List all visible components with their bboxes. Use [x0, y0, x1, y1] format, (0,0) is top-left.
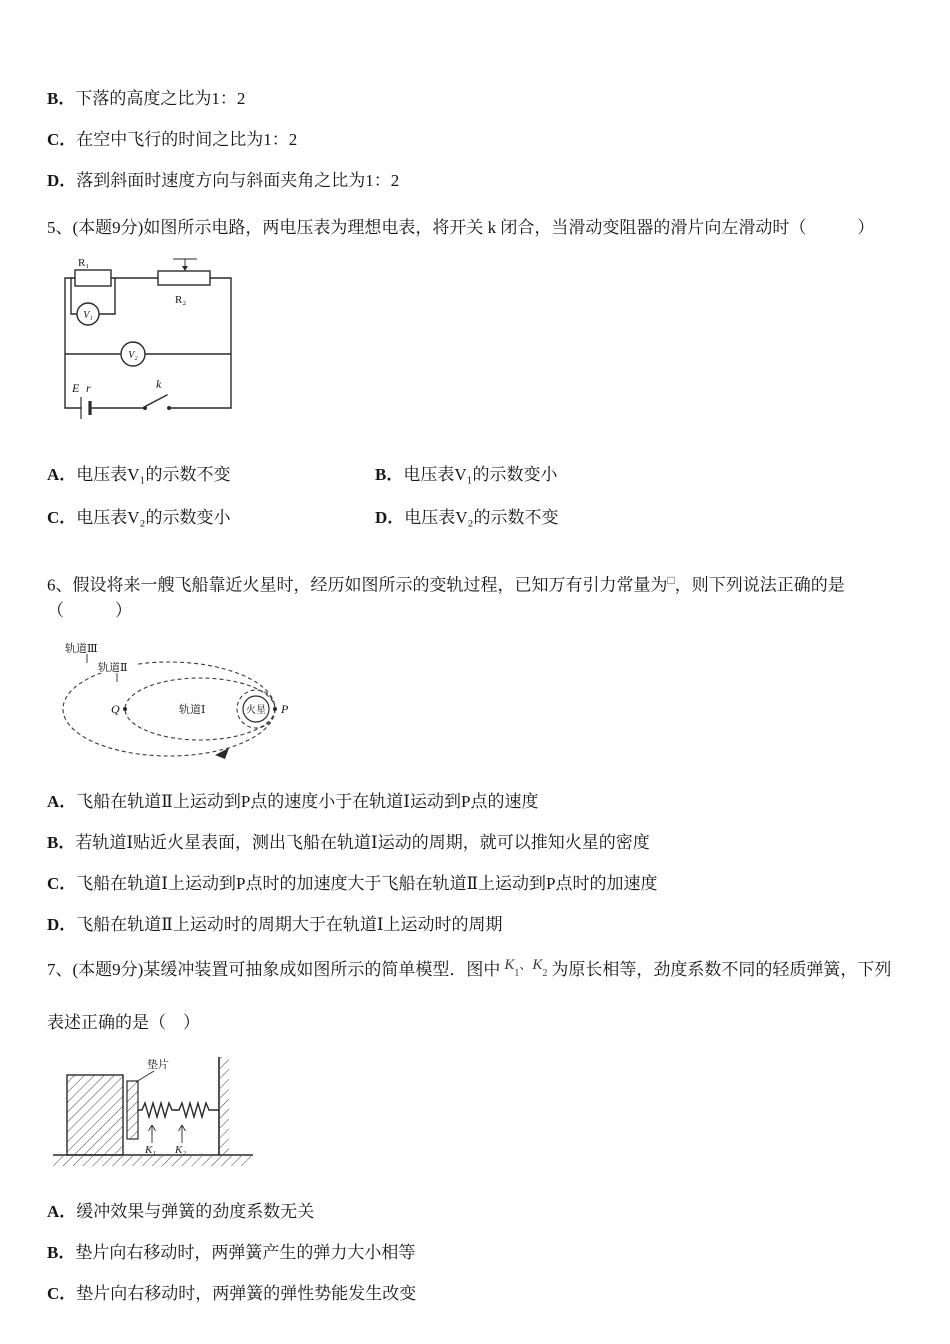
- option-text: 垫片向右移动时，两弹簧的弹性势能发生改变: [76, 1283, 417, 1303]
- rheostat-slider-arrow: [182, 266, 188, 271]
- spring-k2-arrow: [179, 1125, 186, 1143]
- k2-subscript: 2: [542, 967, 548, 979]
- battery-r-label: r: [86, 381, 91, 395]
- spring-k1-label: K₁: [145, 1143, 157, 1156]
- option-label: B．: [47, 89, 76, 108]
- option-text: 若轨道Ⅰ贴近火星表面，测出飞船在轨道Ⅰ运动的周期，就可以推知火星的密度: [75, 832, 650, 852]
- point-q-dot: [123, 707, 127, 711]
- q7-option-a: [47, 1201, 903, 1223]
- option-text: 飞船在轨道Ⅱ上运动时的周期大于在轨道Ⅰ上运动时的周期: [76, 914, 503, 934]
- option-label: B．: [47, 1242, 76, 1262]
- spacer-leader-line: [136, 1071, 154, 1082]
- switch-contact-left: [143, 406, 147, 410]
- q6-stem-text-b: ，则下列说法正确的是（ ）: [47, 575, 845, 620]
- switch-contact-right: [167, 406, 171, 410]
- option-text: 飞船在轨道Ⅰ上运动到P点时的加速度大于飞船在轨道Ⅱ上运动到P点时的加速度: [76, 873, 658, 893]
- q7-spring-diagram: [51, 1049, 269, 1177]
- option-label: C．: [47, 873, 77, 893]
- q7-option-c: [47, 1283, 903, 1305]
- voltmeter-v2-label: V₂: [128, 350, 138, 361]
- option-text: 垫片向右移动时，两弹簧产生的弹力大小相等: [75, 1242, 416, 1262]
- voltmeter-v1-label: V₁: [83, 310, 93, 321]
- option-text: 电压表V₁的示数变小: [403, 465, 558, 484]
- formula-separator: 、: [519, 956, 533, 972]
- orbit-2-label: 轨道Ⅱ: [98, 661, 128, 674]
- q7-stem-line2: 表述正确的是（ ）: [47, 1012, 200, 1032]
- spring-k1-arrow: [149, 1125, 156, 1143]
- q6-option-a: [47, 791, 903, 813]
- spring-constant-k1-formula: [504, 956, 548, 979]
- q6-option-d: [47, 914, 903, 936]
- q5-option-d: [375, 503, 903, 528]
- resistor-r1: [75, 270, 111, 286]
- point-p-dot: [273, 707, 277, 711]
- wall-hatching: [220, 1057, 229, 1155]
- option-label: B．: [375, 465, 404, 484]
- rheostat-slider: [173, 259, 197, 266]
- battery-emf-label: E: [72, 381, 80, 395]
- spring-k1: [138, 1103, 176, 1117]
- q5-stem: 5、(本题9分)如图所示电路，两电压表为理想电表，将开关 k 闭合，当滑动变阻器的滑片向左滑动时（ ）: [47, 218, 875, 237]
- orbit-1-label: 轨道Ⅰ: [179, 703, 206, 716]
- option-text: 落到斜面时速度方向与斜面夹角之比为1：2: [76, 171, 400, 190]
- q5-option-b: [375, 460, 903, 485]
- point-q-label: Q: [111, 701, 120, 716]
- q5-option-c: [47, 503, 375, 528]
- q6-stem-text-a: 6、假设将来一艘飞船靠近火星时，经历如图所示的变轨过程，已知万有引力常量为: [47, 575, 668, 595]
- q5-options: [47, 460, 903, 528]
- resistor-r2-label: R₂: [175, 294, 187, 306]
- option-label: D．: [47, 171, 77, 190]
- option-text: 缓冲效果与弹簧的劲度系数无关: [76, 1201, 315, 1221]
- k1-symbol: K: [504, 956, 515, 973]
- spring-k2-label: K₂: [175, 1143, 187, 1156]
- option-text: 在空中飞行的时间之比为1：2: [76, 130, 298, 149]
- point-p-label: P: [281, 701, 289, 716]
- k2-symbol: K: [532, 956, 543, 973]
- q7-stem-text-a: 7、(本题9分)某缓冲装置可抽象成如图所示的简单模型．图中: [47, 959, 501, 979]
- switch-blade: [146, 395, 167, 406]
- orbit-3-label: 轨道Ⅲ: [65, 642, 98, 655]
- rheostat-r2: [158, 271, 210, 285]
- block: [67, 1075, 123, 1155]
- resistor-r1-label: R₁: [78, 257, 90, 269]
- option-text: 电压表V₂的示数不变: [404, 508, 559, 527]
- missing-glyph-box: □: [667, 573, 675, 587]
- option-label: D．: [375, 508, 405, 527]
- q6-option-c: [47, 873, 903, 895]
- spring-k2: [176, 1103, 219, 1117]
- option-text: 电压表V₁的示数不变: [76, 465, 231, 484]
- option-label: A．: [47, 1201, 77, 1221]
- mars-label: 火星: [246, 704, 266, 716]
- option-label: A．: [47, 465, 77, 484]
- q4-option-c: [47, 129, 903, 151]
- spacer-label: 垫片: [147, 1058, 169, 1071]
- ground-hatching: [53, 1156, 251, 1166]
- option-text: 电压表V₂的示数变小: [76, 508, 231, 527]
- q7-stem-text-b: 为原长相等，劲度系数不同的轻质弹簧，下列: [551, 959, 892, 979]
- option-label: D．: [47, 914, 77, 934]
- q5-option-a: [47, 460, 375, 485]
- option-label: C．: [47, 130, 77, 149]
- option-label: C．: [47, 508, 77, 527]
- option-text: 下落的高度之比为1：2: [75, 89, 246, 108]
- q7-option-b: [47, 1242, 903, 1264]
- q6-orbit-diagram: [39, 635, 311, 775]
- q4-option-b: [47, 88, 903, 110]
- q4-option-d: [47, 170, 903, 192]
- q5-circuit-diagram: [55, 252, 247, 426]
- option-label: B．: [47, 832, 76, 852]
- q6-stem: [47, 568, 903, 623]
- option-label: A．: [47, 791, 77, 811]
- spacer-plate: [127, 1081, 138, 1139]
- q7-stem-line1: [47, 955, 903, 992]
- option-label: C．: [47, 1283, 77, 1303]
- k1-subscript: 1: [514, 967, 520, 979]
- switch-label: k: [156, 377, 162, 391]
- option-text: 飞船在轨道Ⅱ上运动到P点的速度小于在轨道Ⅰ运动到P点的速度: [76, 791, 539, 811]
- q6-option-b: [47, 832, 903, 854]
